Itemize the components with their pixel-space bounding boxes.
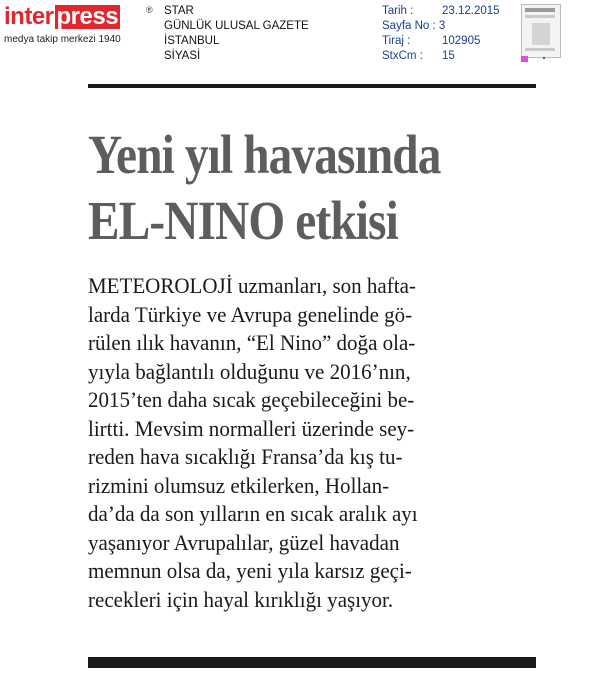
publication-info [164, 4, 309, 64]
publication-city: İSTANBUL [164, 35, 220, 47]
field-value-date: 23.12.2015 [442, 5, 500, 17]
field-value-stxcm: 15 [442, 50, 455, 62]
meta-field-values [442, 4, 500, 64]
logo-tagline: medya takip merkezi 1940 [4, 34, 121, 45]
thumbnail-image [532, 23, 550, 45]
thumbnail-masthead [525, 8, 555, 12]
body-line: memnun olsa da, yeni yıla karsız geçi- [88, 558, 412, 583]
article-top-rule [88, 84, 536, 88]
article-headline [88, 122, 484, 254]
publication-name: STAR [164, 5, 194, 17]
article-body [88, 272, 536, 614]
thumbnail-dot [543, 57, 545, 59]
body-line: da’da da son yılların en sıcak aralık ayı [88, 501, 418, 526]
body-line: yaşanıyor Avrupalılar, güzel havadan [88, 529, 400, 555]
registered-mark: ® [146, 5, 153, 15]
logo-word-inter: inter [4, 3, 54, 30]
body-line: larda Türkiye ve Avrupa genelinde gö- [88, 301, 413, 327]
body-line: yıyla bağlantılı olduğunu ve 2016’nın, [88, 358, 411, 384]
logo-word-press: press [56, 3, 119, 30]
body-line: 2015’ten daha sıcak geçebileceğini be- [88, 387, 415, 412]
headline-line: EL-NINO etkisi [88, 190, 398, 251]
body-line: rizmini olumsuz etkilerken, Hollan- [88, 472, 390, 498]
thumbnail-line [525, 15, 555, 18]
field-label-circulation: Tiraj : [382, 35, 411, 47]
publication-type: GÜNLÜK ULUSAL GAZETE [164, 20, 309, 32]
meta-field-labels [382, 4, 445, 64]
article-bottom-rule [88, 657, 536, 668]
clipping-header [0, 0, 590, 70]
page-thumbnail[interactable] [521, 4, 561, 58]
thumbnail-line [525, 48, 555, 51]
body-line: lirtti. Mevsim normalleri üzerinde sey- [88, 415, 415, 441]
field-label-page: Sayfa No : 3 [382, 20, 446, 32]
body-line: reden hava sıcaklığı Fransa’da kış tu- [88, 444, 403, 469]
logo-wordmark [4, 5, 120, 29]
field-value-circulation: 102905 [442, 35, 481, 47]
headline-line: Yeni yıl havasında [88, 124, 441, 185]
location-marker [521, 56, 528, 62]
body-line: rülen ılık havanın, “El Nino” doğa ola- [88, 330, 416, 355]
body-line: recekleri için hayal kırıklığı yaşıyor. [88, 586, 394, 612]
interpress-logo [4, 5, 154, 49]
field-label-stxcm: StxCm : [382, 50, 423, 62]
field-label-date: Tarih : [382, 5, 414, 17]
body-line: METEOROLOJİ uzmanları, son hafta- [88, 273, 416, 298]
field-value-page [442, 19, 500, 34]
publication-section: SİYASİ [164, 50, 201, 62]
